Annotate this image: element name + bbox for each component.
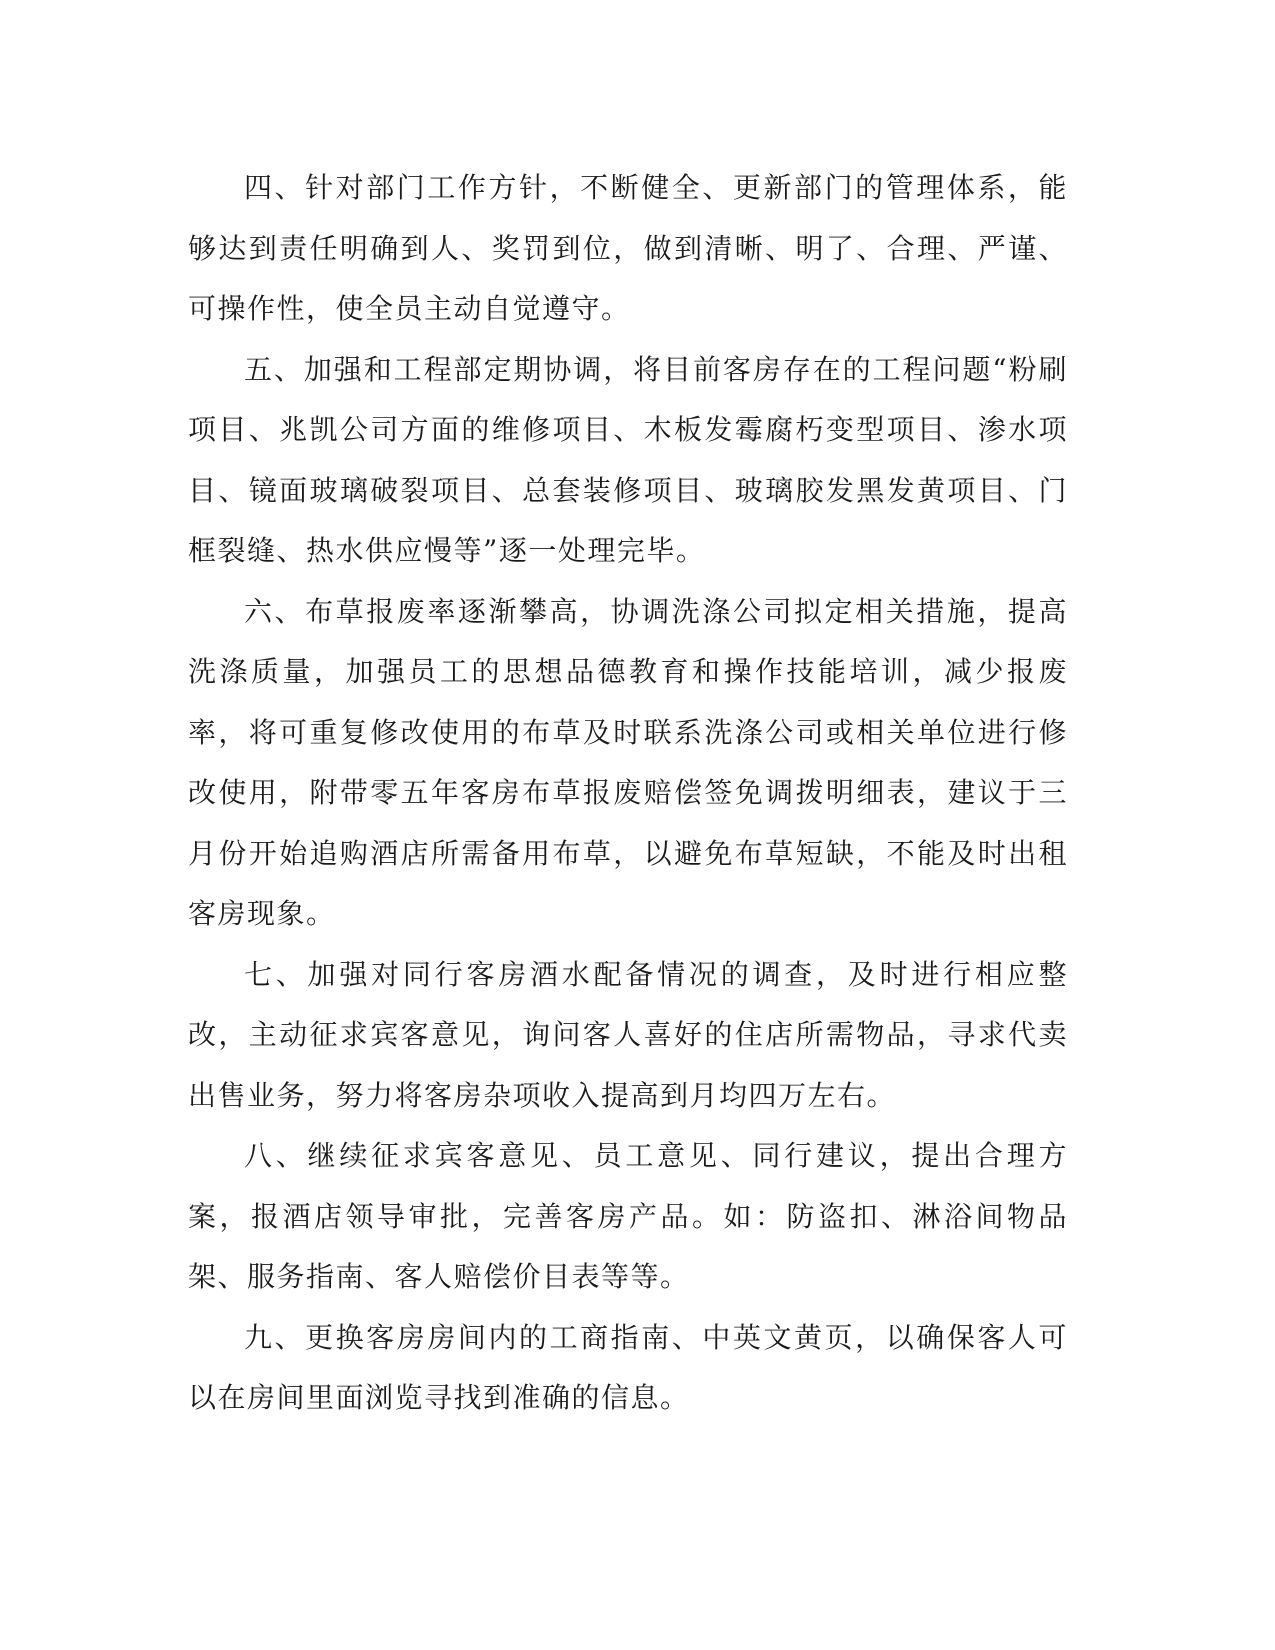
paragraph-item-9: 九、更换客房房间内的工商指南、中英文黄页，以确保客人可以在房间里面浏览寻找到准确的信息。 [188,1320,1068,1414]
paragraph-item-8: 八、继续征求宾客意见、员工意见、同行建议，提出合理方案，报酒店领导审批，完善客房产品。如：防盗扣、淋浴间物品架、服务指南、客人赔偿价目表等等。 [188,1139,1068,1293]
paragraph-item-7: 七、加强对同行客房酒水配备情况的调查，及时进行相应整改，主动征求宾客意见，询问客人喜好的住店所需物品，寻求代卖出售业务，努力将客房杂项收入提高到月均四万左右。 [188,957,1068,1112]
paragraph-item-6: 六、布草报废率逐渐攀高，协调洗涤公司拟定相关措施，提高洗涤质量，加强员工的思想品德教育和操作技能培训，减少报废率，将可重复修改使用的布草及时联系洗涤公司或相关单位进行修改使用，附带零五年客房布草报废赔偿签免调拨明细表，建议于三月份开始追购酒店所需备用布草，以避免布草短缺，不能及时出租客房现象。 [188,594,1068,930]
paragraph-item-4: 四、针对部门工作方针，不断健全、更新部门的管理体系，能够达到责任明确到人、奖罚到位，做到清晰、明了、合理、严谨、可操作性，使全员主动自觉遵守。 [188,171,1068,325]
paragraph-item-5: 五、加强和工程部定期协调，将目前客房存在的工程问题“粉刷项目、兆凯公司方面的维修项目、木板发霉腐朽变型项目、渗水项目、镜面玻璃破裂项目、总套装修项目、玻璃胶发黑发黄项目、门框裂缝、热水供应慢等”逐一处理完毕。 [188,352,1068,567]
document-body [188,158,1068,1429]
